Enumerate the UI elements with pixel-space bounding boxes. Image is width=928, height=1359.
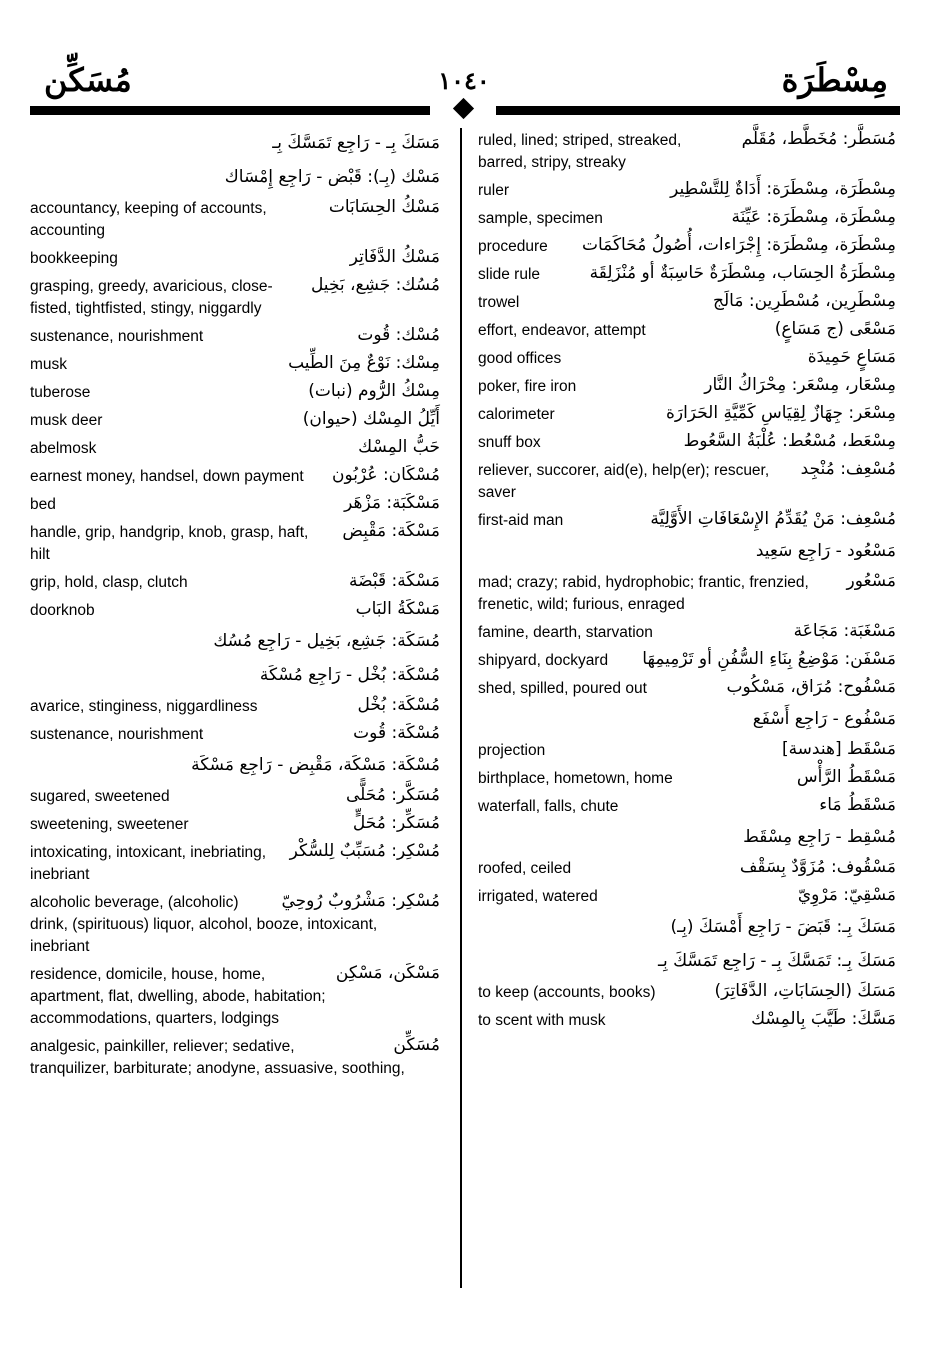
entry-arabic: مُسْكَة: مَسْكَة، مَقْبِض - رَاجِع مَسْكَة: [191, 755, 440, 775]
entry-english: famine, dearth, starvation: [478, 622, 896, 644]
left-column: [30, 130, 440, 1086]
entry-arabic: مِسْعَط، مُسْعُط: عُلْبَةُ السَّعُوط: [683, 431, 896, 451]
entry-english: musk: [30, 354, 440, 376]
entry-arabic: مُسَطَّر: مُخَطَّط، مُقَلَّم: [741, 129, 896, 149]
entry-english: mad; crazy; rabid, hydrophobic; frantic, frenzied, frenetic, wild; furious, enraged: [478, 572, 896, 616]
dictionary-entry: [30, 892, 440, 958]
dictionary-entry: [30, 842, 440, 886]
entry-arabic: مَسَكَ بِـ: قَبَضَ - رَاجِع أَمْسَكَ (بِـ): [670, 917, 896, 937]
entry-arabic: مَسْكُ الدَّفَاتِر: [349, 247, 440, 267]
entry-english: to scent with musk: [478, 1010, 896, 1032]
dictionary-entry: [478, 1010, 896, 1032]
header-diamond-ornament: [453, 98, 474, 119]
entry-arabic: مَسَكَ (الحِسَابَاتِ، الدَّفَاتِرَ): [714, 981, 896, 1001]
entry-english: ruler: [478, 180, 896, 202]
entry-arabic: مَسَاعٍ حَمِيدَة: [807, 347, 896, 367]
entry-arabic: مُسْعِف: مَنْ يُقَدِّمُ الإِسْعَافَاتِ الأَوَّلِيَّة: [650, 509, 896, 529]
dictionary-entry: [478, 320, 896, 342]
dictionary-entry: [478, 982, 896, 1004]
entry-arabic: حَبُّ المِسْك: [358, 437, 440, 457]
entry-english: ruled, lined; striped, streaked, barred, stripy, streaky: [478, 130, 896, 174]
entry-arabic: مَسْفَن: مَوْضِعُ بِنَاءِ السُّفُنِ أو تَرْمِيمِهَا: [642, 649, 896, 669]
entry-arabic: مَسْقَط [هندسة]: [781, 739, 896, 759]
dictionary-entry: [478, 264, 896, 286]
dictionary-entry: [30, 466, 440, 488]
entry-arabic: مَسْفُوح: مُرَاق، مَسْكُوب: [726, 677, 896, 697]
dictionary-entry: [478, 208, 896, 230]
entry-arabic: مُسْكِر: مَشْرُوبٌ رُوحِيّ: [281, 891, 440, 911]
header-rule-right: [496, 106, 900, 115]
entry-arabic: مُسْكِر: مُسَبِّبٌ لِلسُّكْر: [289, 841, 440, 861]
entry-english: residence, domicile, house, home, apartment, flat, dwelling, abode, habitation; accommodations, quarters, lodgings: [30, 964, 440, 1030]
entry-arabic: مَسْقَطُ الرَّأْس: [796, 767, 896, 787]
entry-arabic: مَسْعُور: [846, 571, 896, 591]
entry-arabic: مُسَكَة: جَشِع، بَخِيل - رَاجِع مُسُك: [213, 631, 440, 651]
entry-arabic: مَسْكَن، مَسْكِن: [335, 963, 440, 983]
entry-english: tuberose: [30, 382, 440, 404]
entry-english: sample, specimen: [478, 208, 896, 230]
dictionary-entry: [30, 382, 440, 404]
dictionary-entry: [30, 1036, 440, 1080]
entry-arabic: مُسْكَان: عُرْبُون: [332, 465, 440, 485]
header-rule-left: [30, 106, 430, 115]
entry-english: projection: [478, 740, 896, 762]
entry-english: first-aid man: [478, 510, 896, 532]
dictionary-entry: [30, 354, 440, 376]
dictionary-entry: [478, 768, 896, 790]
entry-english: effort, endeavor, attempt: [478, 320, 896, 342]
entry-arabic: مِسْعَار، مِسْعَر: مِحْرَاكُ النَّار: [704, 375, 896, 395]
entry-arabic: مَسْغَبَة: مَجَاعَة: [793, 621, 896, 641]
entry-english: shipyard, dockyard: [478, 650, 896, 672]
dictionary-entry: [478, 432, 896, 454]
entry-english: roofed, ceiled: [478, 858, 896, 880]
entry-arabic: مِسْطَرَة، مِسْطَرَة: إِجْرَاءات، أُصُولُ مُحَاكَمَات: [581, 235, 896, 255]
dictionary-entry: [30, 572, 440, 594]
entry-arabic: مُسْك: قُوت: [357, 325, 440, 345]
entry-arabic: مَسَكَ بِـ: تَمَسَّكَ بِـ - رَاجِع تَمَسَّكَ بِـ: [657, 951, 896, 971]
dictionary-entry: [30, 438, 440, 460]
entry-english: doorknob: [30, 600, 440, 622]
entry-arabic: مَسْكَة: قَبْضَة: [348, 571, 440, 591]
entry-english: irrigated, watered: [478, 886, 896, 908]
entry-english: snuff box: [478, 432, 896, 454]
entry-english: reliever, succorer, aid(e), help(er); rescuer, saver: [478, 460, 896, 504]
dictionary-entry: [478, 130, 896, 174]
entry-arabic: مِسْكُ الرُّوم (نبات): [308, 381, 440, 401]
dictionary-entry: [30, 410, 440, 432]
entry-arabic: مِسْطَرِين، مُسْطَرِين: مَالَج: [713, 291, 896, 311]
dictionary-entry: [478, 886, 896, 908]
entry-english: sugared, sweetened: [30, 786, 440, 808]
entry-arabic: مَسْعًى (ج مَسَاعٍ): [774, 319, 896, 339]
dictionary-entry: [478, 348, 896, 370]
dictionary-entry: [478, 740, 896, 762]
entry-english: sustenance, nourishment: [30, 724, 440, 746]
entry-english: alcoholic beverage, (alcoholic) drink, (spirituous) liquor, alcohol, booze, intoxicant, inebriant: [30, 892, 440, 958]
entry-arabic: مُسْعِف: مُنْجِد: [800, 459, 896, 479]
dictionary-entry: [478, 572, 896, 616]
entry-english: bookkeeping: [30, 248, 440, 270]
entry-arabic: مِسْطَرَة، مِسْطَرَة: عَيِّنَة: [731, 207, 896, 227]
dictionary-entry: [30, 628, 440, 656]
entry-english: handle, grip, handgrip, knob, grasp, haft, hilt: [30, 522, 440, 566]
entry-english: sustenance, nourishment: [30, 326, 440, 348]
entry-arabic: مُسُك: جَشِع، بَخِيل: [310, 275, 440, 295]
dictionary-entry: [478, 292, 896, 314]
entry-english: procedure: [478, 236, 896, 258]
dictionary-entry: [30, 276, 440, 320]
entry-arabic: مُسَكَّر: مُحَلًّى: [345, 785, 440, 805]
entry-english: sweetening, sweetener: [30, 814, 440, 836]
entry-english: poker, fire iron: [478, 376, 896, 398]
dictionary-entry: [30, 326, 440, 348]
dictionary-entry: [30, 724, 440, 746]
entry-arabic: مُسْكَة: بُخْل - رَاجِع مُسْكَة: [259, 665, 440, 685]
dictionary-entry: [30, 198, 440, 242]
dictionary-entry: [30, 662, 440, 690]
dictionary-entry: [30, 522, 440, 566]
entry-arabic: مَسْفُوع - رَاجِع أَسْفَع: [752, 709, 896, 729]
entry-english: abelmosk: [30, 438, 440, 460]
page-number: ١٠٤٠: [438, 66, 490, 95]
dictionary-entry: [478, 510, 896, 532]
dictionary-entry: [478, 180, 896, 202]
dictionary-entry: [478, 914, 896, 942]
dictionary-entry: [478, 824, 896, 852]
entry-arabic: أَيِّلُ المِسْك (حيوان): [302, 409, 440, 429]
dictionary-entry: [30, 248, 440, 270]
entry-arabic: مَسْقُوف: مُزَوَّدٌ بِسَقْف: [739, 857, 896, 877]
entry-arabic: مِسْطَرَة، مِسْطَرَة: أَدَاةٌ لِلتَّسْطِير: [670, 179, 896, 199]
dictionary-entry: [30, 600, 440, 622]
dictionary-entry: [30, 964, 440, 1030]
dictionary-entry: [478, 678, 896, 700]
entry-arabic: مَسْكَةُ البَاب: [355, 599, 440, 619]
entry-english: earnest money, handsel, down payment: [30, 466, 440, 488]
entry-arabic: مَسْقَطُ مَاء: [819, 795, 896, 815]
entry-arabic: مُسْقِط - رَاجِع مِسْقَط: [743, 827, 896, 847]
dictionary-entry: [30, 786, 440, 808]
entry-english: trowel: [478, 292, 896, 314]
dictionary-entry: [30, 164, 440, 192]
entry-arabic: مَسَكَ بِـ - رَاجِع تَمَسَّكَ بِـ: [272, 133, 440, 153]
entry-arabic: مُسَكِّن: [393, 1035, 440, 1055]
entry-arabic: مِسْعَر: جِهَازٌ لِقِيَاسِ كَمِّيَّةِ الحَرَارَة: [665, 403, 896, 423]
entry-english: musk deer: [30, 410, 440, 432]
entry-arabic: مَسَّكَ: طَيَّبَ بِالمِسْك: [751, 1009, 896, 1029]
guide-word-right: مِسْطَرَة: [781, 61, 888, 99]
entry-arabic: مَسْقِيّ: مَرْوِيّ: [797, 885, 896, 905]
entry-english: accountancy, keeping of accounts, accounting: [30, 198, 440, 242]
dictionary-entry: [30, 130, 440, 158]
dictionary-entry: [478, 796, 896, 818]
entry-arabic: مَسْك (بِـ): قَبْض - رَاجِع إِمْسَاك: [224, 167, 440, 187]
dictionary-entry: [478, 460, 896, 504]
entry-arabic: مِسْطَرَةُ الحِسَاب، مِسْطَرَةٌ حَاسِبَةٌ أو مُنْزَلِقَة: [589, 263, 896, 283]
dictionary-entry: [478, 948, 896, 976]
dictionary-entry: [478, 706, 896, 734]
entry-english: grasping, greedy, avaricious, close-fisted, tightfisted, stingy, niggardly: [30, 276, 440, 320]
entry-arabic: مُسَكِّر: مُحَلٍّ: [352, 813, 440, 833]
dictionary-entry: [30, 696, 440, 718]
entry-english: analgesic, painkiller, reliever; sedative, tranquilizer, barbiturate; anodyne, assuasive, soothing,: [30, 1036, 440, 1080]
entry-arabic: مَسْعُود - رَاجِع سَعِيد: [755, 541, 896, 561]
dictionary-entry: [30, 752, 440, 780]
dictionary-entry: [478, 650, 896, 672]
dictionary-entry: [30, 494, 440, 516]
entry-english: birthplace, hometown, home: [478, 768, 896, 790]
entry-english: avarice, stinginess, niggardliness: [30, 696, 440, 718]
entry-arabic: مُسْكَة: قُوت: [353, 723, 440, 743]
entry-arabic: مُسْكَة: بُخْل: [357, 695, 440, 715]
entry-english: slide rule: [478, 264, 896, 286]
dictionary-entry: [478, 236, 896, 258]
dictionary-entry: [478, 376, 896, 398]
entry-english: waterfall, falls, chute: [478, 796, 896, 818]
dictionary-entry: [478, 538, 896, 566]
entry-english: shed, spilled, poured out: [478, 678, 896, 700]
entry-english: good offices: [478, 348, 896, 370]
entry-arabic: مِسْك: نَوْعٌ مِنَ الطِّيب: [288, 353, 440, 373]
guide-word-left: مُسَكِّن: [44, 61, 132, 99]
dictionary-entry: [478, 622, 896, 644]
dictionary-entry: [30, 814, 440, 836]
page-header: [0, 0, 928, 120]
dictionary-entry: [478, 404, 896, 426]
entry-english: calorimeter: [478, 404, 896, 426]
right-column: [478, 130, 896, 1038]
entry-arabic: مَسْكَبَة: مَزْهَر: [344, 493, 440, 513]
entry-arabic: مَسْكَة: مَقْبِض: [342, 521, 440, 541]
entry-english: bed: [30, 494, 440, 516]
column-divider: [460, 128, 462, 1288]
entry-english: grip, hold, clasp, clutch: [30, 572, 440, 594]
entry-arabic: مَسْكُ الحِسَابَات: [328, 197, 440, 217]
entry-english: intoxicating, intoxicant, inebriating, inebriant: [30, 842, 440, 886]
dictionary-entry: [478, 858, 896, 880]
entry-english: to keep (accounts, books): [478, 982, 896, 1004]
